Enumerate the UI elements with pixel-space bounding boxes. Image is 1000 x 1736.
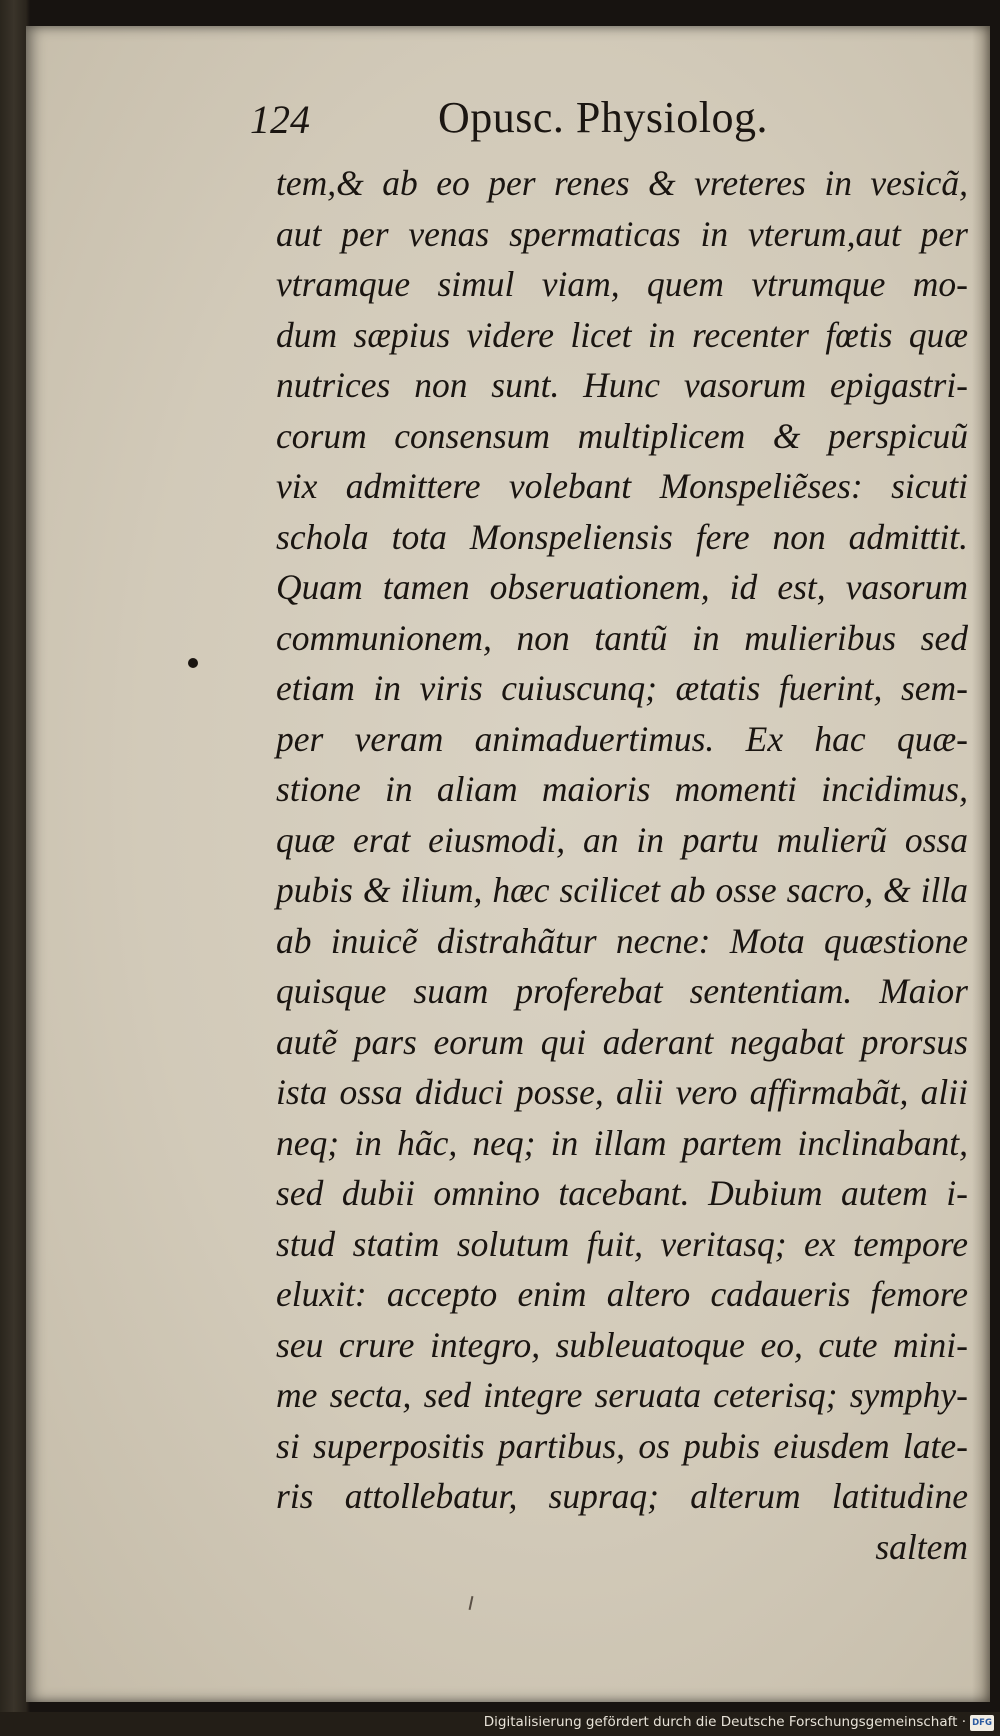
text-line: saltem	[875, 1526, 968, 1567]
text-line: Quam tamen obseruationem, id est, vasorum	[276, 567, 968, 607]
text-line: vix admittere volebant Monspeliẽses: sicuti	[276, 466, 968, 506]
text-line: communionem, non tantũ in mulieribus sed	[276, 617, 968, 658]
text-line: autẽ pars eorum qui aderant negabat prorsus	[276, 1021, 968, 1062]
page-edge-shadow	[972, 26, 990, 1702]
text-line: etiam in viris cuiuscunq; ætatis fuerint, sem-	[276, 668, 968, 708]
text-line: quæ erat eiusmodi, an in partu mulierũ ossa	[276, 819, 968, 860]
text-line: tem,& ab eo per renes & vreteres in vesicã,	[276, 163, 968, 203]
text-line: stione in aliam maioris momenti incidimus,	[276, 769, 968, 809]
page-number: 124	[250, 97, 310, 142]
funding-credit: Digitalisierung gefördert durch die Deutsche Forschungsgemeinschaft ·	[483, 1714, 966, 1730]
text-line: sed dubii omnino tacebant. Dubium autem i-	[276, 1173, 968, 1213]
body-text	[276, 158, 968, 1572]
text-line: eluxit: accepto enim altero cadaueris femore	[276, 1274, 968, 1314]
text-line: neq; in hãc, neq; in illam partem inclinabant,	[276, 1122, 968, 1163]
text-line: pubis & ilium, hæc scilicet ab osse sacro, & illa	[276, 870, 968, 910]
text-line: schola tota Monspeliensis fere non admittit.	[276, 516, 968, 557]
text-line: corum consensum multiplicem & perspicuũ	[276, 415, 968, 456]
margin-dot	[188, 658, 198, 668]
text-line: vtramque simul viam, quem vtrumque mo-	[276, 264, 968, 304]
text-line: aut per venas spermaticas in vterum,aut per	[276, 213, 968, 254]
text-line: si superpositis partibus, os pubis eiusdem late-	[276, 1425, 968, 1466]
text-line: stud statim solutum fuit, veritasq; ex tempore	[276, 1223, 968, 1264]
text-line: me secta, sed integre seruata ceterisq; symphy-	[276, 1375, 968, 1415]
text-line: ris attollebatur, supraq; alterum latitudine	[276, 1476, 968, 1516]
text-line: ista ossa diduci posse, alii vero affirmabãt, alii	[276, 1072, 968, 1112]
text-line: per veram animaduertimus. Ex hac quæ-	[276, 718, 968, 759]
text-line: seu crure integro, subleuatoque eo, cute mini-	[276, 1324, 968, 1365]
text-line: nutrices non sunt. Hunc vasorum epigastri-	[276, 365, 968, 405]
text-line: ab inuicẽ distrahãtur necne: Mota quæstione	[276, 920, 968, 961]
text-line: dum sæpius videre licet in recenter fœtis quæ	[276, 314, 968, 355]
dfg-logo: DFG	[970, 1715, 994, 1731]
text-line: quisque suam proferebat sententiam. Maior	[276, 971, 968, 1011]
running-head: Opusc. Physiolog.	[438, 93, 768, 142]
page-header	[250, 92, 850, 152]
digitization-footer	[0, 1712, 1000, 1736]
